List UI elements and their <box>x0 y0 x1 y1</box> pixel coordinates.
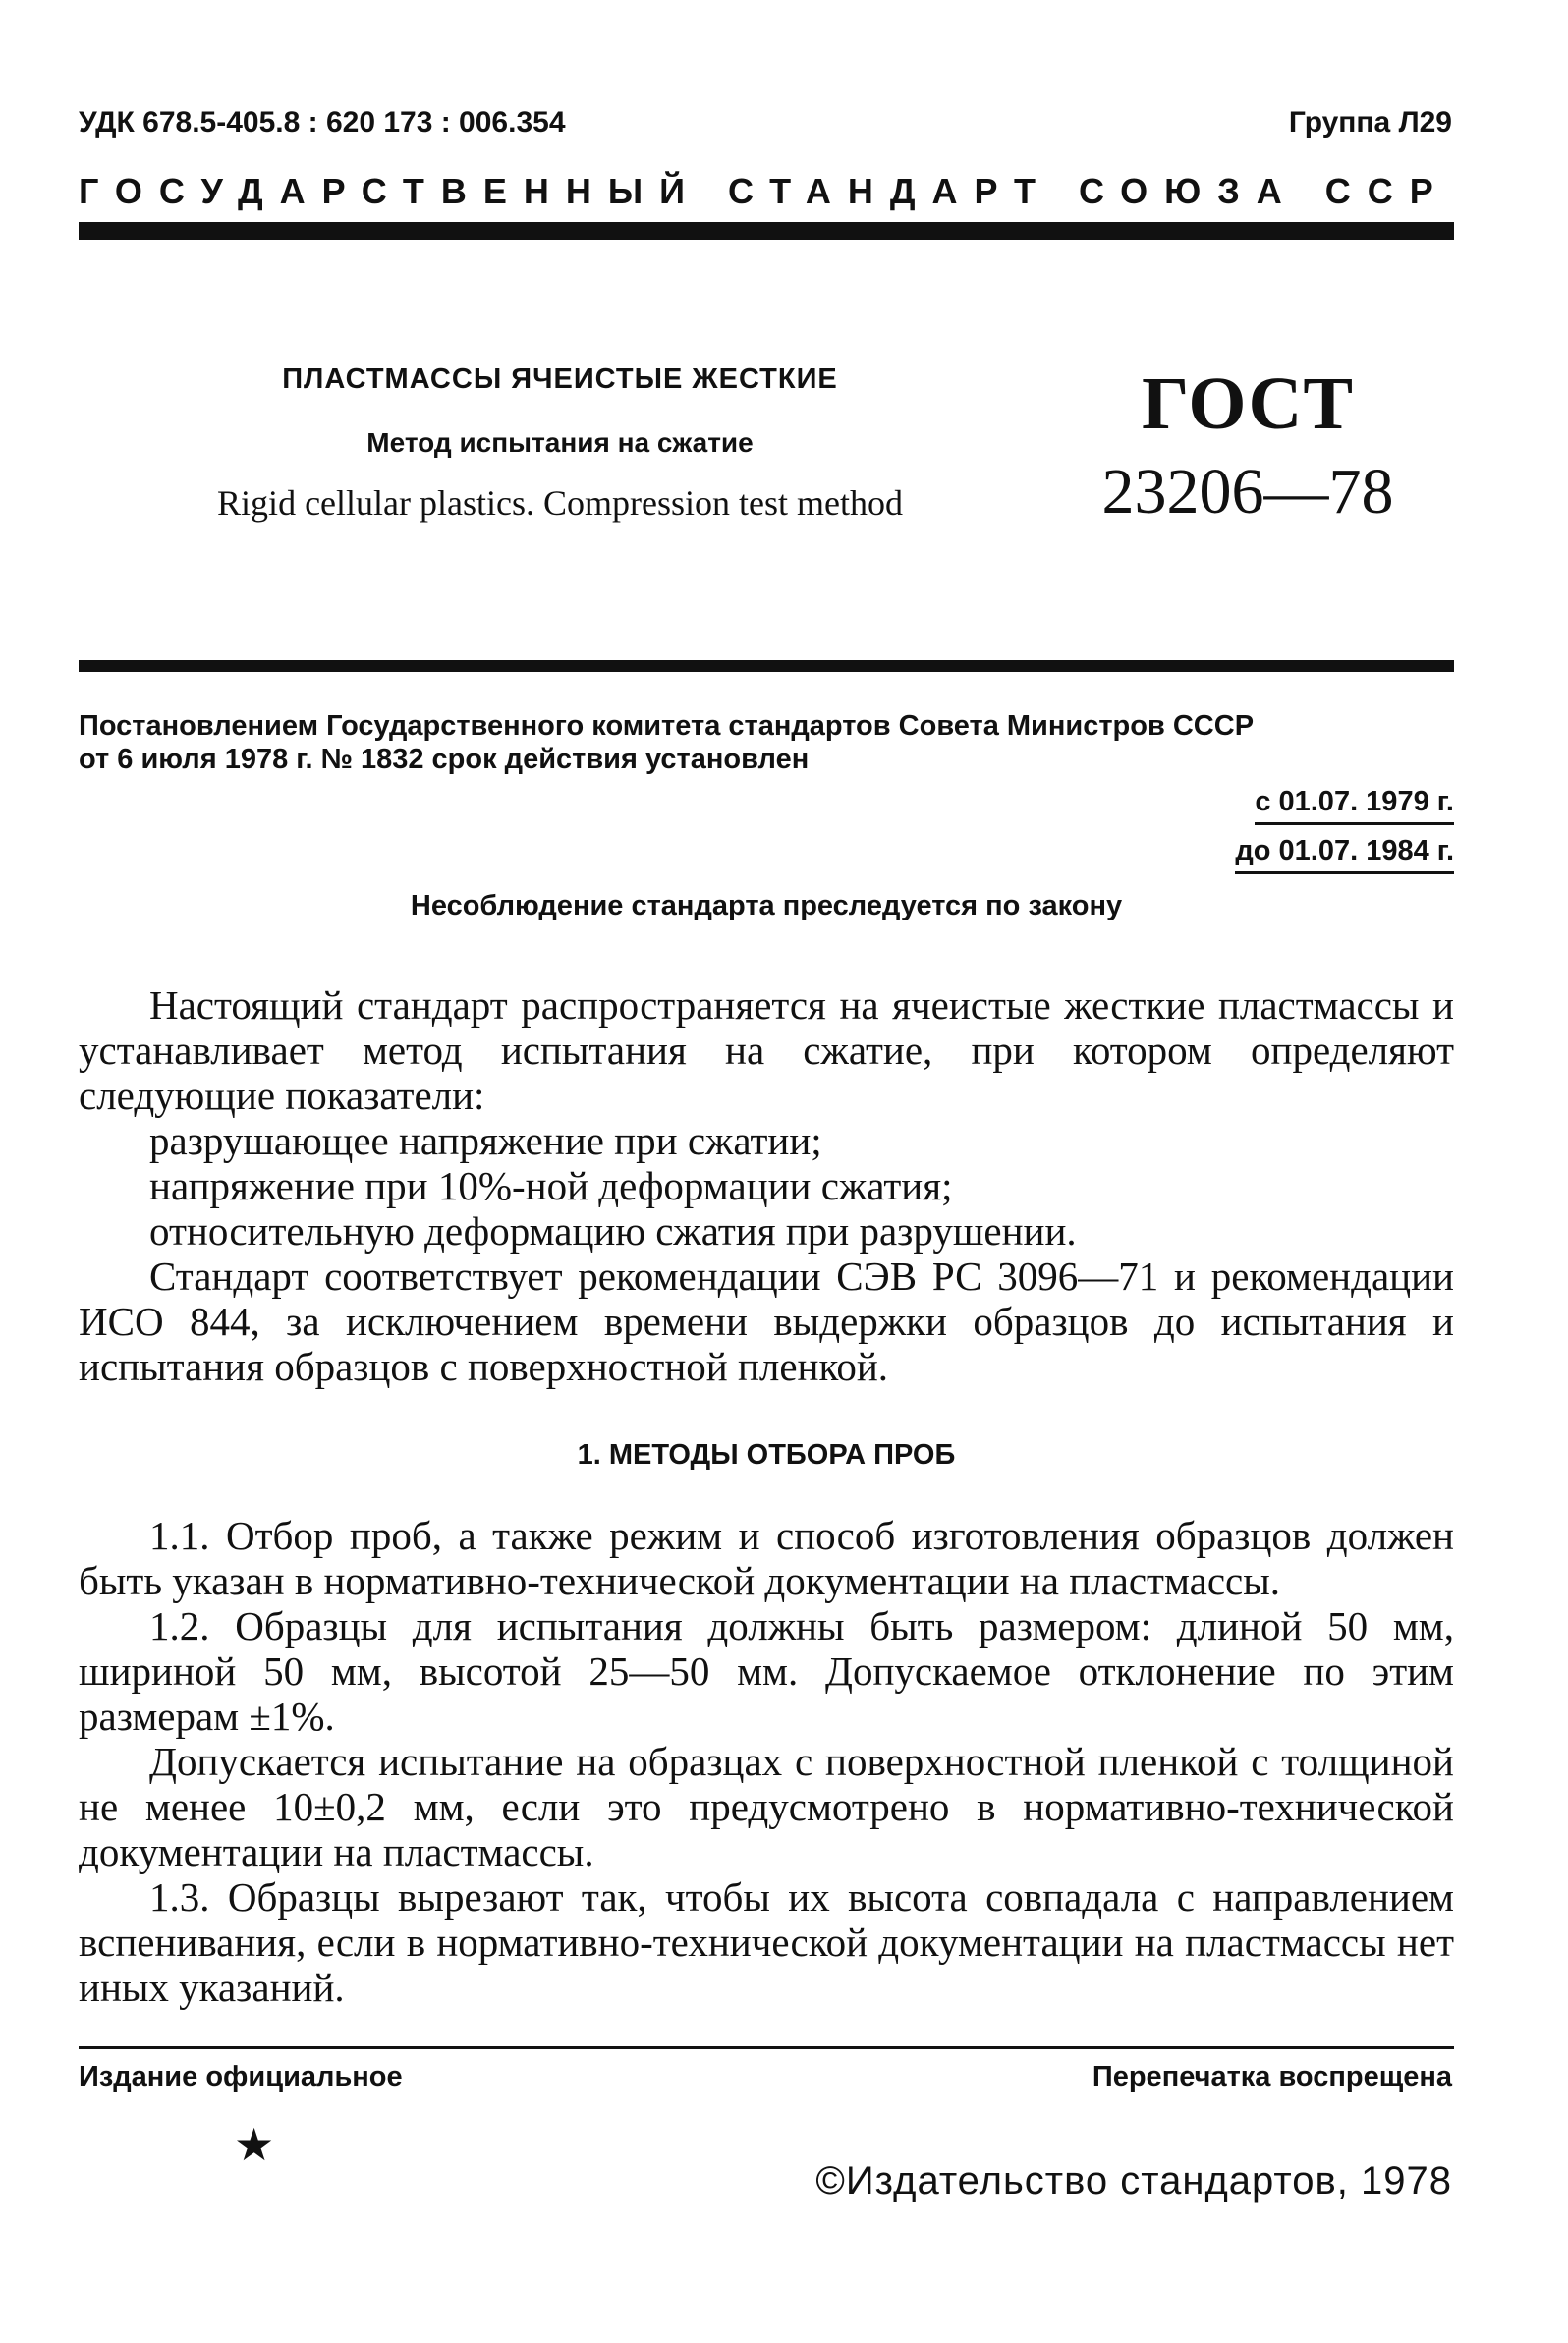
gost-block <box>1061 362 1434 530</box>
list-item: разрушающее напряжение при сжатии; <box>149 1118 822 1163</box>
list-item: напряжение при 10%-ной деформации сжатия; <box>149 1163 953 1208</box>
top-rule <box>79 222 1454 240</box>
publisher-copyright: ©Издательство стандартов, 1978 <box>815 2159 1452 2203</box>
udk-code: УДК 678.5-405.8 : 620 173 : 006.354 <box>79 106 566 139</box>
compliance-paragraph: Стандарт соответствует рекомендации СЭВ РС 3096—71 и рекомендации ИСО 844, за исключением времени выдержки образцов до испытания и испытания образцов с поверхностной пленкой. <box>79 1254 1454 1389</box>
gost-number: 23206—78 <box>1101 456 1394 528</box>
decree-line-1: Постановлением Государственного комитета стандартов Совета Министров СССР <box>79 710 1255 742</box>
intro-paragraph: Настоящий стандарт распространяется на ячеистые жесткие пластмассы и устанавливает метод испытания на сжатие, при котором определяют следующие показатели: <box>79 982 1454 1118</box>
decree-text <box>79 709 1454 776</box>
title-english: Rigid cellular plastics. Compression test method <box>217 483 903 523</box>
group-code: Группа Л29 <box>1288 106 1452 139</box>
middle-rule <box>79 660 1454 672</box>
gost-label: ГОСТ <box>1141 363 1355 445</box>
clause-1-3: 1.3. Образцы вырезают так, чтобы их высота совпадала с направлением вспенивания, если в нормативно-технической документации на пластмассы нет иных указаний. <box>79 1874 1454 2010</box>
intro-section <box>79 982 1454 1389</box>
list-item: относительную деформацию сжатия при разрушении. <box>149 1208 1077 1254</box>
valid-from-date: с 01.07. 1979 г. <box>1255 786 1454 825</box>
law-notice: Несоблюдение стандарта преследуется по закону <box>410 890 1123 921</box>
section-heading: 1. МЕТОДЫ ОТБОРА ПРОБ <box>577 1439 956 1471</box>
official-edition-label: Издание официальное <box>79 2061 403 2092</box>
clause-1-2-continued: Допускается испытание на образцах с поверхностной пленкой с толщиной не менее 10±0,2 мм, если это предусмотрено в нормативно-технической документации на пластмассы. <box>79 1739 1454 1874</box>
valid-to-date: до 01.07. 1984 г. <box>1235 835 1454 874</box>
subtitle-russian: Метод испытания на сжатие <box>366 427 754 458</box>
clause-1-1: 1.1. Отбор проб, а также режим и способ изготовления образцов должен быть указан в нормативно-технической документации на пластмассы. <box>79 1513 1454 1603</box>
title-russian: ПЛАСТМАССЫ ЯЧЕИСТЫЕ ЖЕСТКИЕ <box>282 363 838 395</box>
clause-1-2: 1.2. Образцы для испытания должны быть размером: длиной 50 мм, шириной 50 мм, высотой 25—50 мм. Допускаемое отклонение по этим размерам ±1%. <box>79 1603 1454 1739</box>
reprint-prohibited-label: Перепечатка воспрещена <box>1092 2061 1452 2092</box>
star-icon: ★ <box>234 2120 275 2170</box>
section-1-body <box>79 1513 1454 2010</box>
title-block <box>118 363 1002 524</box>
standard-type-heading: ГОСУДАРСТВЕННЫЙ СТАНДАРТ СОЮЗА ССР <box>79 171 1450 211</box>
bottom-rule <box>79 2046 1454 2049</box>
decree-line-2: от 6 июля 1978 г. № 1832 срок действия установлен <box>79 744 810 775</box>
